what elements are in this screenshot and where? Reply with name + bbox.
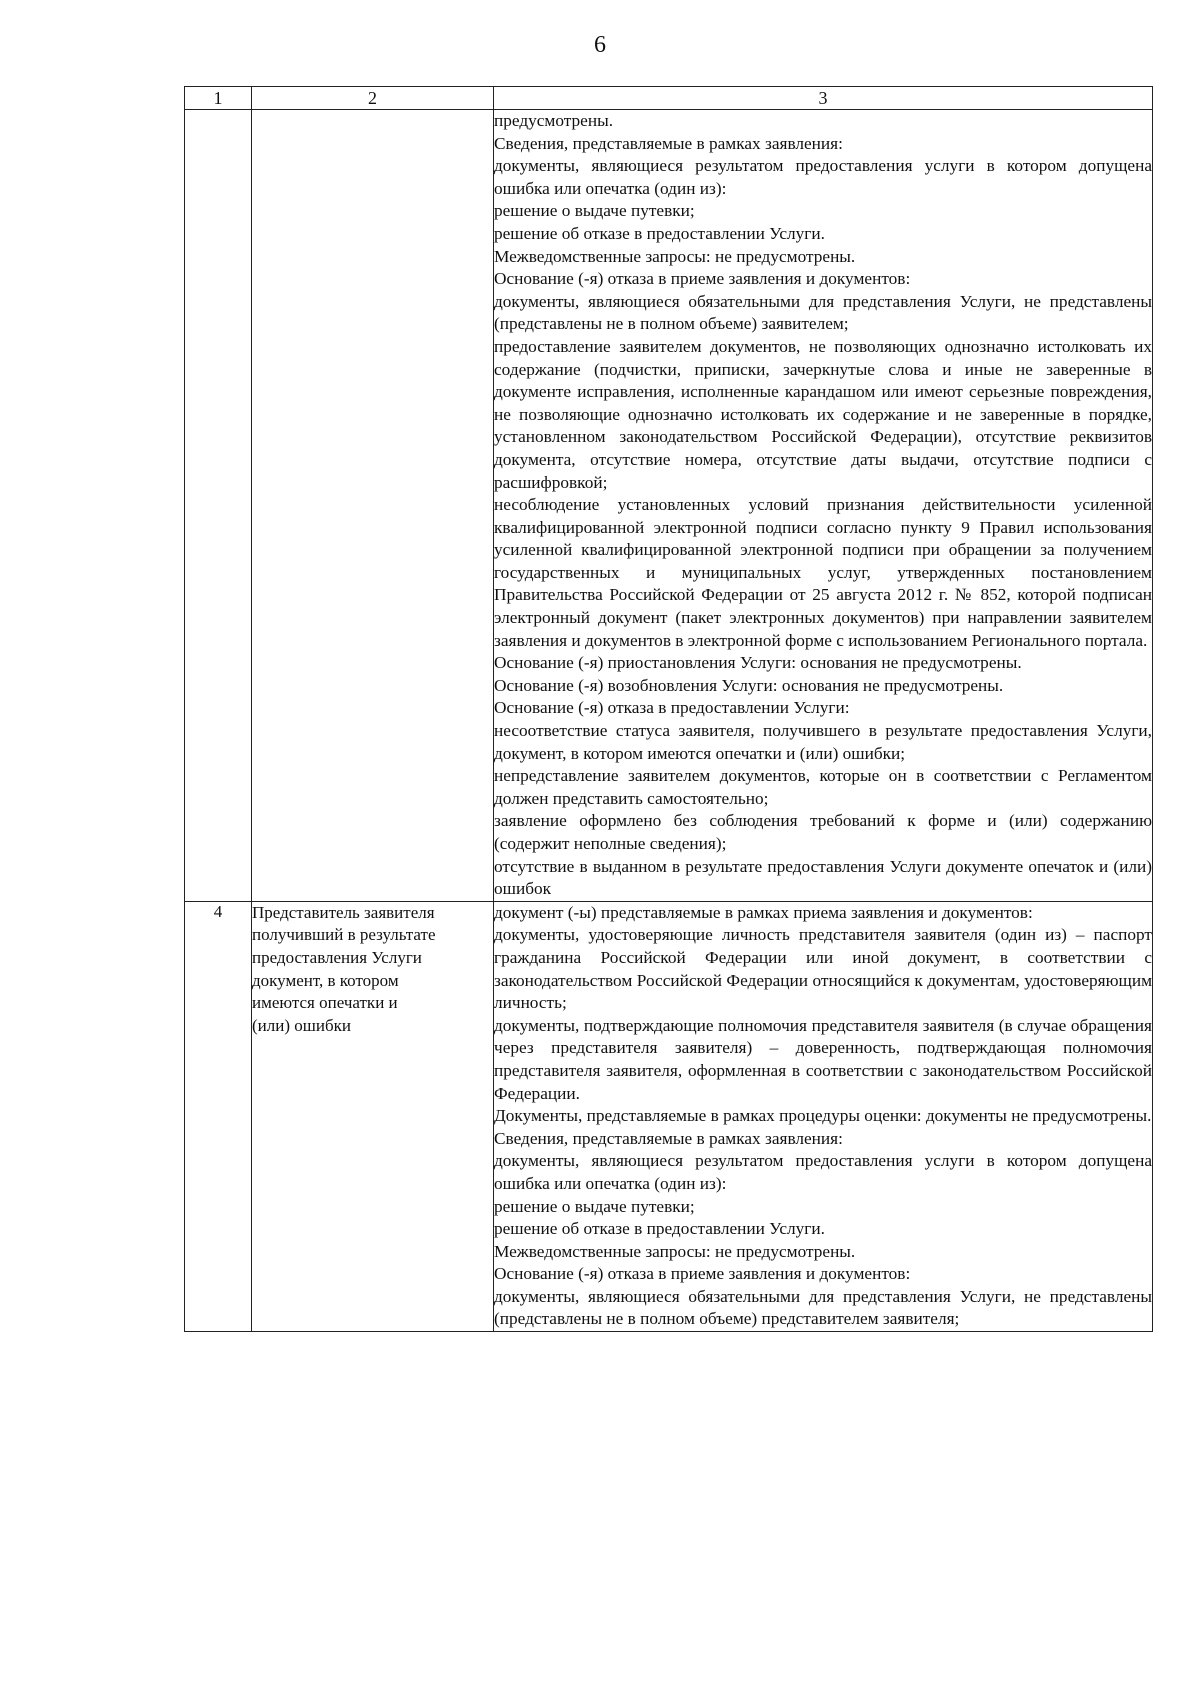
requirement-paragraph: документы, удостоверяющие личность представителя заявителя (один из) – паспорт гражданина Российской Федерации или иной документ, в соответствии с законодательством Российской Федерации относящийся к документам, удостоверяющим личность; [494,925,1152,1013]
requirement-paragraph: документы, являющиеся результатом предоставления услуги в котором допущена ошибка или опечатка (один из): [494,1151,1152,1193]
column-header-1: 1 [185,87,252,110]
requirement-paragraph: документы, являющиеся обязательными для представления Услуги, не представлены (представлены не в полном объеме) заявителем; [494,291,1152,334]
requirements-cell [494,110,1153,902]
requirement-paragraph: Сведения, представляемые в рамках заявления: [494,133,843,153]
applicant-category-line: получивший в результате [252,925,436,945]
requirement-paragraph: документы, подтверждающие полномочия представителя заявителя (в случае обращения через представителя заявителя) – доверенность, подтверждающая полномочия представителя заявителя, оформленная в соответствии с законодательством Российской Федерации. [494,1015,1152,1103]
row-number [185,110,252,902]
requirement-paragraph: решение об отказе в предоставлении Услуги. [494,1219,825,1239]
table-row [185,110,1153,902]
applicant-category-line: предоставления Услуги [252,947,422,967]
column-header-2: 2 [252,87,494,110]
requirement-paragraph: решение о выдаче путевки; [494,201,695,221]
requirement-paragraph: Основание (-я) отказа в предоставлении Услуги: [494,698,850,718]
requirement-paragraph: непредставление заявителем документов, которые он в соответствии с Регламентом должен представить самостоятельно; [494,766,1152,808]
requirement-paragraph: Основание (-я) возобновления Услуги: основания не предусмотрены. [494,675,1004,695]
requirement-paragraph: документы, являющиеся результатом предоставления услуги в котором допущена ошибка или опечатка (один из): [494,156,1152,198]
requirement-paragraph: Сведения, представляемые в рамках заявления: [494,1128,843,1148]
requirement-paragraph: несоблюдение установленных условий признания действительности усиленной квалифицированной электронной подписи согласно пункту 9 Правил использования усиленной квалифицированной электронной подписи при обращении за получением государственных и муниципальных услуг, утвержденных постановлением Правительства Российской Федерации от 25 августа 2012 г. № 852, которой подписан электронный документ (пакет электронных документов) при направлении заявителем заявления и документов в электронной форме с использованием Регионального портала. [494,495,1152,650]
requirement-paragraph: несоответствие статуса заявителя, получившего в результате предоставления Услуги, документ, в котором имеются опечатки и (или) ошибки; [494,721,1152,763]
requirement-paragraph: Документы, представляемые в рамках процедуры оценки: документы не предусмотрены. [494,1106,1152,1126]
requirement-paragraph: заявление оформлено без соблюдения требований к форме и (или) содержанию (содержит неполные сведения); [494,811,1152,853]
row-number: 4 [185,901,252,1331]
service-requirements-table [184,86,1153,1332]
applicant-category-line: документ, в котором [252,970,399,990]
requirement-paragraph: Основание (-я) отказа в приеме заявления и документов: [494,269,911,289]
requirement-paragraph: отсутствие в выданном в результате предоставления Услуги документе опечаток и (или) ошибок [494,856,1152,899]
applicant-category-cell [252,901,494,1331]
applicant-category-line: Представитель заявителя [252,902,435,922]
applicant-category-line: (или) ошибки [252,1015,351,1035]
requirement-paragraph: Основание (-я) отказа в приеме заявления и документов: [494,1264,911,1284]
requirement-paragraph: предоставление заявителем документов, не позволяющих однозначно истолковать их содержание (подчистки, приписки, зачеркнутые слова и иные не заверенные в документе исправления, исполненные карандашом или имеют серьезные повреждения, не позволяющие однозначно истолковать их содержание и не заверенные в порядке, установленном законодательством Российской Федерации), отсутствие реквизитов документа, отсутствие номера, отсутствие даты выдачи, отсутствие подписи с расшифровкой; [494,336,1152,492]
column-header-3: 3 [494,87,1153,110]
requirement-paragraph: решение об отказе в предоставлении Услуги. [494,223,825,243]
requirement-paragraph: Межведомственные запросы: не предусмотрены. [494,246,856,266]
requirement-paragraph: предусмотрены. [494,111,614,130]
requirements-cell [494,901,1153,1331]
requirement-paragraph: Межведомственные запросы: не предусмотрены. [494,1241,856,1261]
applicant-category-line: имеются опечатки и [252,993,398,1013]
requirement-paragraph: решение о выдаче путевки; [494,1196,695,1216]
table-header-row [185,87,1153,110]
applicant-category-cell [252,110,494,902]
requirement-paragraph: Основание (-я) приостановления Услуги: основания не предусмотрены. [494,653,1022,673]
page-number: 6 [594,32,606,58]
requirement-paragraph: документ (-ы) представляемые в рамках приема заявления и документов: [494,902,1033,922]
requirement-paragraph: документы, являющиеся обязательными для представления Услуги, не представлены (представлены не в полном объеме) представителем заявителя; [494,1286,1152,1329]
table-row [185,901,1153,1331]
